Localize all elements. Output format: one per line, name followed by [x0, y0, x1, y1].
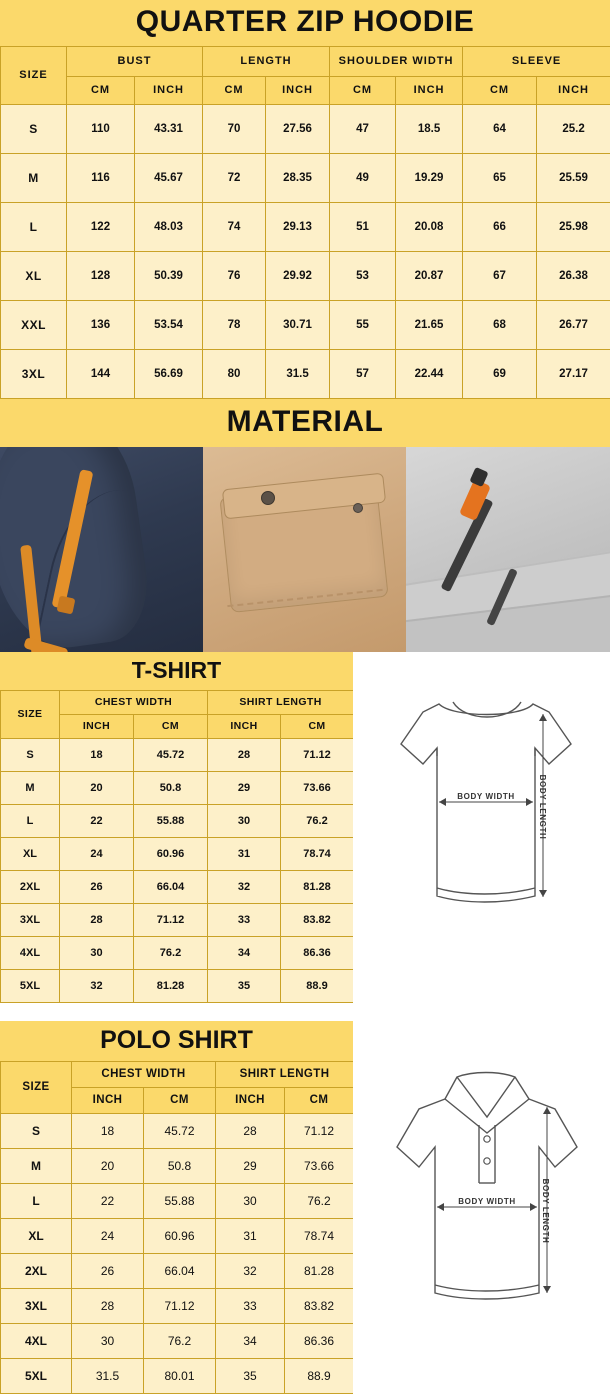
table-row — [1, 1218, 354, 1253]
hoodie-subheader-bust-inch: INCH — [135, 76, 203, 104]
polo-cell: 80.01 — [144, 1358, 216, 1393]
hoodie-header-bust: BUST — [67, 46, 203, 76]
hoodie-subheader-length-inch: INCH — [266, 76, 330, 104]
table-row — [1, 251, 610, 300]
polo-cell: 33 — [216, 1288, 285, 1323]
hoodie-cell: 25.59 — [537, 153, 610, 202]
polo-cell-size: L — [1, 1183, 72, 1218]
tshirt-diagram — [353, 652, 610, 992]
tshirt-cell-size: 4XL — [1, 936, 60, 969]
hoodie-subheader-length-cm: CM — [203, 76, 266, 104]
polo-cell: 28 — [72, 1288, 144, 1323]
table-row — [1, 104, 610, 153]
polo-cell: 28 — [216, 1113, 285, 1148]
polo-cell: 78.74 — [285, 1218, 354, 1253]
polo-cell: 29 — [216, 1148, 285, 1183]
polo-cell: 73.66 — [285, 1148, 354, 1183]
hoodie-size-table — [0, 46, 610, 399]
hoodie-cell: 76 — [203, 251, 266, 300]
snap-button — [261, 491, 275, 505]
tshirt-cell: 81.28 — [134, 969, 208, 1002]
polo-title: POLO SHIRT — [0, 1021, 353, 1061]
polo-section — [0, 1021, 610, 1394]
hoodie-subheader-shoulder-cm: CM — [330, 76, 396, 104]
hoodie-cell: 55 — [330, 300, 396, 349]
hoodie-cell: 68 — [463, 300, 537, 349]
hoodie-subheader-row — [1, 76, 610, 104]
hoodie-cell: 20.08 — [396, 202, 463, 251]
tshirt-subheader-length-inch: INCH — [208, 714, 281, 738]
polo-cell: 71.12 — [285, 1113, 354, 1148]
tshirt-cell: 76.2 — [281, 804, 354, 837]
hoodie-subheader-sleeve-cm: CM — [463, 76, 537, 104]
table-row — [1, 738, 354, 771]
hoodie-subheader-bust-cm: CM — [67, 76, 135, 104]
table-row — [1, 903, 354, 936]
polo-cell: 83.82 — [285, 1288, 354, 1323]
table-row — [1, 202, 610, 251]
polo-button — [484, 1157, 490, 1163]
hoodie-cell: 50.39 — [135, 251, 203, 300]
tshirt-cell: 32 — [208, 870, 281, 903]
polo-cell: 22 — [72, 1183, 144, 1218]
hoodie-cell: 26.38 — [537, 251, 610, 300]
hoodie-header-sleeve: SLEEVE — [463, 46, 610, 76]
tshirt-cell: 33 — [208, 903, 281, 936]
hoodie-header-row — [1, 46, 610, 76]
tshirt-title: T-SHIRT — [0, 652, 353, 690]
polo-size-table — [0, 1061, 354, 1394]
table-row — [1, 870, 354, 903]
hoodie-cell: 53 — [330, 251, 396, 300]
polo-cell: 66.04 — [144, 1253, 216, 1288]
tshirt-cell: 35 — [208, 969, 281, 1002]
tshirt-subheader-chest-cm: CM — [134, 714, 208, 738]
grey-fleece-zipper-photo — [406, 447, 610, 652]
hoodie-subheader-sleeve-inch: INCH — [537, 76, 610, 104]
tshirt-header-row — [1, 690, 354, 714]
hoodie-cell: 26.77 — [537, 300, 610, 349]
polo-cell: 86.36 — [285, 1323, 354, 1358]
tshirt-cell: 86.36 — [281, 936, 354, 969]
hoodie-cell-size: M — [1, 153, 67, 202]
material-photo-strip — [0, 447, 610, 652]
hoodie-header-size: SIZE — [1, 46, 67, 104]
polo-cell: 24 — [72, 1218, 144, 1253]
table-row — [1, 1358, 354, 1393]
polo-cell-size: 3XL — [1, 1288, 72, 1323]
tshirt-header-size: SIZE — [1, 690, 60, 738]
hoodie-cell: 20.87 — [396, 251, 463, 300]
tshirt-cell: 88.9 — [281, 969, 354, 1002]
polo-cell: 35 — [216, 1358, 285, 1393]
polo-table-column — [0, 1021, 353, 1394]
tshirt-cell: 71.12 — [281, 738, 354, 771]
hoodie-cell: 51 — [330, 202, 396, 251]
polo-header-chest-width: CHEST WIDTH — [72, 1061, 216, 1087]
tshirt-cell: 66.04 — [134, 870, 208, 903]
hoodie-cell: 74 — [203, 202, 266, 251]
hoodie-cell: 25.2 — [537, 104, 610, 153]
polo-cell-size: 2XL — [1, 1253, 72, 1288]
hoodie-title: QUARTER ZIP HOODIE — [0, 0, 610, 46]
table-row — [1, 936, 354, 969]
tshirt-cell-size: S — [1, 738, 60, 771]
tshirt-cell: 29 — [208, 771, 281, 804]
hoodie-cell: 65 — [463, 153, 537, 202]
tshirt-cell: 60.96 — [134, 837, 208, 870]
polo-button — [484, 1135, 490, 1141]
polo-cell-size: M — [1, 1148, 72, 1183]
tshirt-cell: 76.2 — [134, 936, 208, 969]
hoodie-subheader-shoulder-inch: INCH — [396, 76, 463, 104]
tshirt-cell: 71.12 — [134, 903, 208, 936]
tshirt-table-column — [0, 652, 353, 1003]
hoodie-cell: 18.5 — [396, 104, 463, 153]
table-row — [1, 1288, 354, 1323]
hoodie-cell: 28.35 — [266, 153, 330, 202]
polo-cell: 71.12 — [144, 1288, 216, 1323]
tshirt-cell: 18 — [60, 738, 134, 771]
material-title: MATERIAL — [0, 399, 610, 447]
polo-cell: 30 — [72, 1323, 144, 1358]
tshirt-body-length-label: BODY LENGTH — [538, 774, 547, 839]
tshirt-cell: 26 — [60, 870, 134, 903]
hoodie-cell: 66 — [463, 202, 537, 251]
tshirt-cell: 45.72 — [134, 738, 208, 771]
polo-subheader-chest-cm: CM — [144, 1087, 216, 1113]
polo-cell: 88.9 — [285, 1358, 354, 1393]
hoodie-cell: 29.92 — [266, 251, 330, 300]
tshirt-cell-size: 5XL — [1, 969, 60, 1002]
tshirt-cell: 81.28 — [281, 870, 354, 903]
polo-cell: 60.96 — [144, 1218, 216, 1253]
hoodie-cell: 27.17 — [537, 349, 610, 398]
tshirt-subheader-length-cm: CM — [281, 714, 354, 738]
tshirt-cell: 30 — [208, 804, 281, 837]
tshirt-cell: 34 — [208, 936, 281, 969]
hoodie-cell: 78 — [203, 300, 266, 349]
snap-button — [353, 503, 363, 513]
polo-header-row — [1, 1061, 354, 1087]
tshirt-cell: 83.82 — [281, 903, 354, 936]
section-gap — [0, 1003, 610, 1021]
table-row — [1, 804, 354, 837]
hoodie-cell: 122 — [67, 202, 135, 251]
polo-subheader-length-cm: CM — [285, 1087, 354, 1113]
table-row — [1, 1148, 354, 1183]
tshirt-cell: 31 — [208, 837, 281, 870]
tshirt-cell: 22 — [60, 804, 134, 837]
hoodie-cell: 72 — [203, 153, 266, 202]
polo-cell-size: XL — [1, 1218, 72, 1253]
table-row — [1, 1253, 354, 1288]
tshirt-header-chest-width: CHEST WIDTH — [60, 690, 208, 714]
hoodie-cell: 56.69 — [135, 349, 203, 398]
hoodie-cell: 49 — [330, 153, 396, 202]
tshirt-body-width-label: BODY WIDTH — [457, 792, 514, 801]
table-row — [1, 1113, 354, 1148]
tshirt-cell-size: 2XL — [1, 870, 60, 903]
polo-cell: 45.72 — [144, 1113, 216, 1148]
polo-cell-size: 4XL — [1, 1323, 72, 1358]
table-row — [1, 969, 354, 1002]
polo-cell: 31 — [216, 1218, 285, 1253]
polo-header-size: SIZE — [1, 1061, 72, 1113]
polo-cell: 50.8 — [144, 1148, 216, 1183]
polo-cell: 31.5 — [72, 1358, 144, 1393]
table-row — [1, 153, 610, 202]
hoodie-cell: 69 — [463, 349, 537, 398]
tshirt-section — [0, 652, 610, 1003]
hoodie-cell: 57 — [330, 349, 396, 398]
hoodie-cell: 43.31 — [135, 104, 203, 153]
tshirt-cell: 28 — [208, 738, 281, 771]
hoodie-cell: 70 — [203, 104, 266, 153]
table-row — [1, 1323, 354, 1358]
hoodie-cell-size: L — [1, 202, 67, 251]
tshirt-cell-size: L — [1, 804, 60, 837]
tshirt-cell: 55.88 — [134, 804, 208, 837]
hoodie-cell: 25.98 — [537, 202, 610, 251]
tshirt-cell: 30 — [60, 936, 134, 969]
navy-hoodie-drawstring-photo — [0, 447, 203, 652]
hoodie-cell: 144 — [67, 349, 135, 398]
hoodie-cell-size: XL — [1, 251, 67, 300]
table-row — [1, 837, 354, 870]
tshirt-cell-size: 3XL — [1, 903, 60, 936]
tshirt-cell: 28 — [60, 903, 134, 936]
tan-sleeve-pocket-photo — [203, 447, 406, 652]
tshirt-cell-size: M — [1, 771, 60, 804]
polo-cell: 55.88 — [144, 1183, 216, 1218]
polo-cell: 30 — [216, 1183, 285, 1218]
polo-header-shirt-length: SHIRT LENGTH — [216, 1061, 354, 1087]
hoodie-cell-size: S — [1, 104, 67, 153]
polo-cell: 81.28 — [285, 1253, 354, 1288]
hoodie-header-length: LENGTH — [203, 46, 330, 76]
hoodie-cell: 29.13 — [266, 202, 330, 251]
tshirt-size-table — [0, 690, 354, 1003]
hoodie-cell: 53.54 — [135, 300, 203, 349]
polo-cell: 76.2 — [144, 1323, 216, 1358]
tshirt-cell-size: XL — [1, 837, 60, 870]
hoodie-cell: 45.67 — [135, 153, 203, 202]
cord-tip — [57, 595, 76, 614]
polo-cell: 32 — [216, 1253, 285, 1288]
hoodie-cell: 31.5 — [266, 349, 330, 398]
polo-cell-size: S — [1, 1113, 72, 1148]
hoodie-cell-size: XXL — [1, 300, 67, 349]
hoodie-cell: 47 — [330, 104, 396, 153]
polo-cell: 26 — [72, 1253, 144, 1288]
polo-cell: 34 — [216, 1323, 285, 1358]
tshirt-cell: 78.74 — [281, 837, 354, 870]
tshirt-header-shirt-length: SHIRT LENGTH — [208, 690, 354, 714]
hoodie-cell: 19.29 — [396, 153, 463, 202]
hoodie-cell: 128 — [67, 251, 135, 300]
polo-figure-column — [353, 1021, 610, 1394]
table-row — [1, 1183, 354, 1218]
hoodie-section — [0, 0, 610, 399]
tshirt-cell: 24 — [60, 837, 134, 870]
polo-subheader-length-inch: INCH — [216, 1087, 285, 1113]
tshirt-cell: 32 — [60, 969, 134, 1002]
polo-cell: 18 — [72, 1113, 144, 1148]
hoodie-cell: 21.65 — [396, 300, 463, 349]
polo-cell: 20 — [72, 1148, 144, 1183]
hoodie-header-shoulder-width: SHOULDER WIDTH — [330, 46, 463, 76]
hoodie-cell: 80 — [203, 349, 266, 398]
table-row — [1, 300, 610, 349]
hoodie-cell: 64 — [463, 104, 537, 153]
polo-cell-size: 5XL — [1, 1358, 72, 1393]
tshirt-subheader-chest-inch: INCH — [60, 714, 134, 738]
table-row — [1, 349, 610, 398]
hoodie-cell: 27.56 — [266, 104, 330, 153]
tshirt-cell: 20 — [60, 771, 134, 804]
tshirt-cell: 50.8 — [134, 771, 208, 804]
hoodie-cell-size: 3XL — [1, 349, 67, 398]
hoodie-cell: 30.71 — [266, 300, 330, 349]
polo-body-length-label: BODY LENGTH — [541, 1178, 550, 1243]
polo-body-width-label: BODY WIDTH — [458, 1197, 515, 1206]
hoodie-cell: 67 — [463, 251, 537, 300]
tshirt-figure-column — [353, 652, 610, 1003]
hoodie-cell: 48.03 — [135, 202, 203, 251]
polo-subheader-chest-inch: INCH — [72, 1087, 144, 1113]
hoodie-cell: 136 — [67, 300, 135, 349]
hoodie-cell: 116 — [67, 153, 135, 202]
table-row — [1, 771, 354, 804]
polo-diagram — [353, 1021, 610, 1336]
hoodie-cell: 22.44 — [396, 349, 463, 398]
tshirt-cell: 73.66 — [281, 771, 354, 804]
hoodie-cell: 110 — [67, 104, 135, 153]
polo-cell: 76.2 — [285, 1183, 354, 1218]
